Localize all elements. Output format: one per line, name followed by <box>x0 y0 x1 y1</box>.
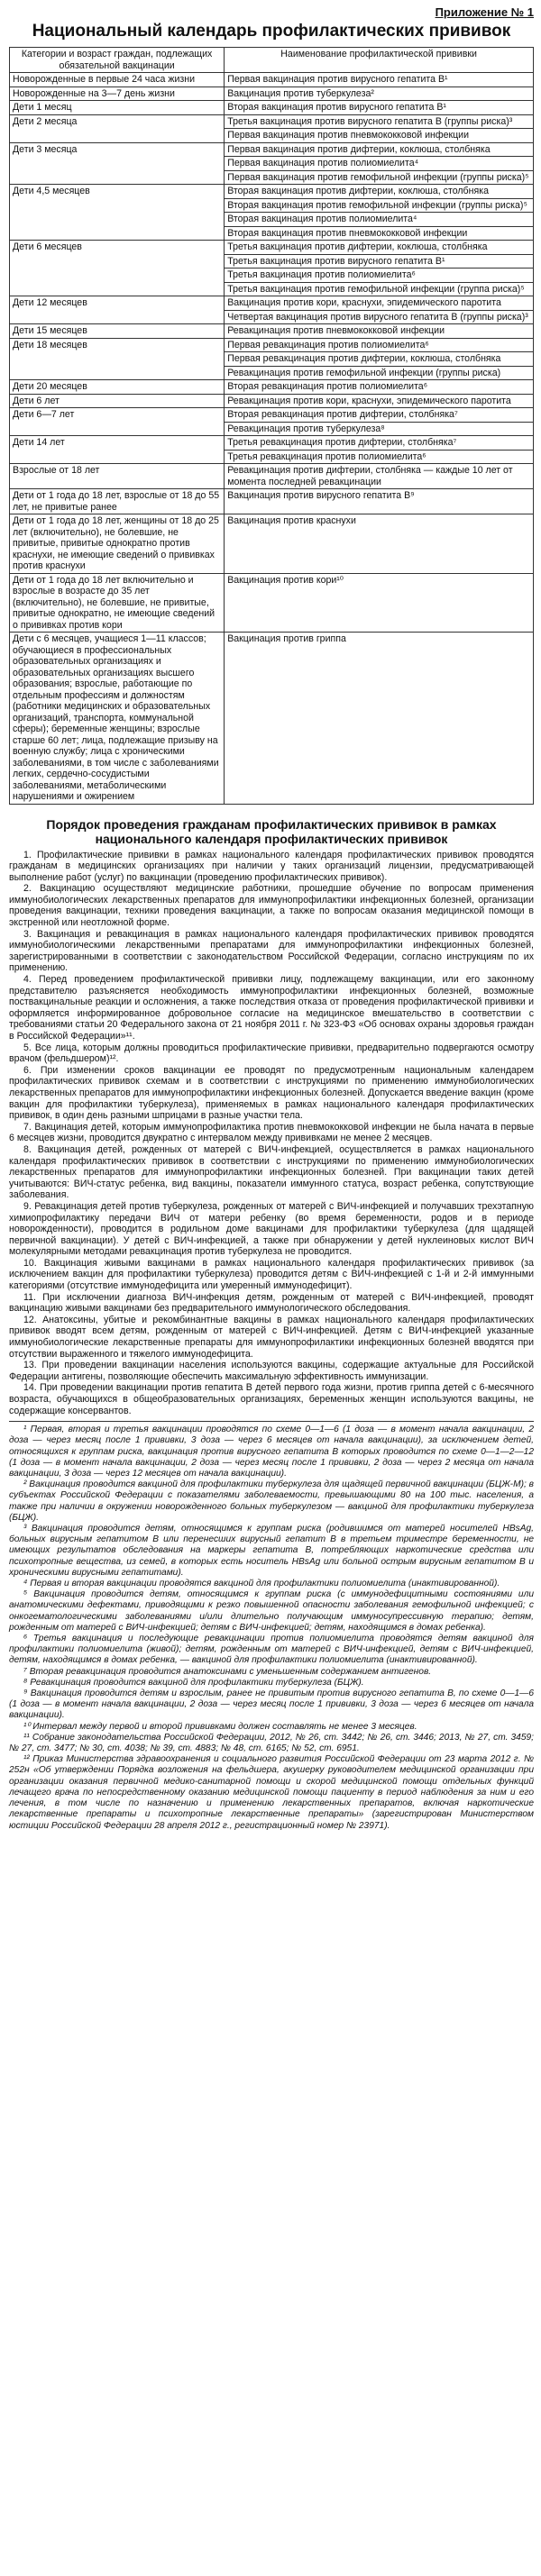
vaccination-cell: Первая вакцинация против пневмококковой инфекции <box>225 129 534 143</box>
age-category-cell: Дети 4,5 месяцев <box>10 185 225 241</box>
footnote: ⁵ Вакцинация проводится детям, относящимся к группам риска (с иммунодефицитными состояниями или анатомическими дефектами, приводящими к резко повышенной опасности заболевания гемофильной инфекцией; с онкогематологическими заболеваниями и/или длительно получающим иммуносупрессивную терапию; детям, рожденным от матерей с ВИЧ-инфекцией; детям с ВИЧ-инфекцией; детям, находящимся в домах ребенка). <box>9 1589 534 1633</box>
table-row <box>10 573 534 633</box>
vaccination-cell: Третья ревакцинация против дифтерии, столбняка⁷ <box>225 436 534 451</box>
procedure-paragraph: 11. При исключении диагноза ВИЧ-инфекция детям, рожденным от матерей с ВИЧ-инфекцией, проводят вакцинацию живыми вакцинами без предварительного иммунологического обследования. <box>9 1291 534 1315</box>
footnote: ⁸ Ревакцинация проводится вакциной для профилактики туберкулеза (БЦЖ). <box>23 1677 364 1688</box>
procedure-paragraph: 7. Вакцинация детей, которым иммунопрофилактика против пневмококковой инфекции не была начата в первые 6 месяцев жизни, проводится двукратно с интервалом между прививками не менее 2 месяцев. <box>9 1121 534 1144</box>
age-category-cell: Дети с 6 месяцев, учащиеся 1—11 классов; обучающиеся в профессиональных образовательных организациях и образовательных организациях высшего образования; взрослые, работающие по отдельным профессиям и должностям (работники медицинских и образовательных организаций, транспорта, коммунальной сферы); беременные женщины; взрослые старше 60 лет; лица, подлежащие призыву на военную службу; лица с хроническими заболеваниями, в том числе с заболеваниями легких, сердечно-сосудистыми заболеваниями, метаболическими нарушениями и ожирением <box>10 633 225 805</box>
vaccination-cell: Третья вакцинация против полиомиелита⁶ <box>225 269 534 283</box>
vaccination-cell: Вторая ревакцинация против полиомиелита⁶ <box>225 380 534 395</box>
table-row <box>10 86 534 101</box>
age-category-cell: Дети 14 лет <box>10 436 225 464</box>
table-row <box>10 73 534 87</box>
table-row <box>10 114 534 129</box>
table-row <box>10 489 534 514</box>
vaccination-cell: Вакцинация против краснухи <box>225 514 534 574</box>
vaccination-cell: Вторая ревакцинация против дифтерии, столбняка⁷ <box>225 408 534 423</box>
vaccination-cell: Ревакцинация против пневмококковой инфекции <box>225 324 534 339</box>
procedure-paragraph: 3. Вакцинация и ревакцинация в рамках национального календаря профилактических прививок проводятся иммунобиологическими лекарственными препаратами для иммунопрофилактики инфекционных болезней, зарегистрированными в соответствии с законодательством Российской Федерации, согласно инструкциям по их применению. <box>9 928 534 974</box>
vaccination-cell: Вторая вакцинация против дифтерии, коклюша, столбняка <box>225 185 534 199</box>
table-row <box>10 514 534 574</box>
table-row <box>10 436 534 451</box>
vaccination-cell: Вторая вакцинация против вирусного гепатита В¹ <box>225 101 534 115</box>
vaccination-cell: Первая вакцинация против гемофильной инфекции (группы риска)⁵ <box>225 170 534 185</box>
column-header-vaccination: Наименование профилактической прививки <box>225 48 534 73</box>
footnote: ⁹ Вакцинация проводится детям и взрослым, ранее не привитым против вирусного гепатита В, по схеме 0—1—6 (1 доза — в момент начала вакцинации, 2 доза — через месяц после 1 прививки, 3 доза — через 6 месяцев от начала вакцинации). <box>9 1689 534 1721</box>
procedure-paragraphs <box>9 850 534 1417</box>
table-row <box>10 296 534 311</box>
vaccination-cell: Первая ревакцинация против полиомиелита⁶ <box>225 338 534 352</box>
age-category-cell: Дети от 1 года до 18 лет, взрослые от 18 до 55 лет, не привитые ранее <box>10 489 225 514</box>
vaccination-cell: Вакцинация против туберкулеза² <box>225 86 534 101</box>
procedure-paragraph: 5. Все лица, которым должны проводиться профилактические прививки, предварительно подвергаются осмотру врачом (фельдшером)¹². <box>9 1042 534 1065</box>
vaccination-cell: Третья вакцинация против вирусного гепатита В¹ <box>225 254 534 269</box>
age-category-cell: Дети от 1 года до 18 лет включительно и взрослые в возрасте до 35 лет (включительно), не болевшие, не привитые, привитые однократно, не имеющие сведений о прививках против кори <box>10 573 225 633</box>
age-category-cell: Новорожденные в первые 24 часа жизни <box>10 73 225 87</box>
table-row <box>10 101 534 115</box>
age-category-cell: Дети от 1 года до 18 лет, женщины от 18 до 25 лет (включительно), не болевшие, не привитые, привитые однократно против краснухи, не имеющие сведений о прививках против краснухи <box>10 514 225 574</box>
vaccination-cell: Четвертая вакцинация против вирусного гепатита В (группы риска)³ <box>225 310 534 324</box>
footnote: ⁴ Первая и вторая вакцинации проводятся вакциной для профилактики полиомиелита (инактивированной). <box>23 1579 500 1589</box>
vaccination-cell: Ревакцинация против гемофильной инфекции (группы риска) <box>225 366 534 380</box>
procedure-paragraph: 2. Вакцинацию осуществляют медицинские работники, прошедшие обучение по вопросам применения иммунобиологических лекарственных препаратов для иммунопрофилактики инфекционных болезней, организации проведения вакцинации, техники проведения вакцинации, а также по вопросам оказания медицинской помощи в экстренной или неотложной форме. <box>9 883 534 929</box>
vaccination-cell: Ревакцинация против кори, краснухи, эпидемического паротита <box>225 394 534 408</box>
footnote: ⁶ Третья вакцинация и последующие ревакцинации против полиомиелита проводятся детям вакциной для профилактики полиомиелита (живой); детям, рожденным от матерей с ВИЧ-инфекцией, детям с ВИЧ-инфекцией, детям, находящимся в домах ребенка, — вакциной для профилактики полиомиелита (инактивированной). <box>9 1634 534 1666</box>
section-title: Порядок проведения гражданам профилактических прививок в рамках национального календаря профилактических прививок <box>46 816 497 846</box>
footnotes-divider <box>9 1421 534 1422</box>
vaccination-cell: Третья вакцинация против вирусного гепатита В (группы риска)³ <box>225 114 534 129</box>
vaccination-cell: Вакцинация против гриппа <box>225 633 534 805</box>
age-category-cell: Новорожденные на 3—7 день жизни <box>10 86 225 101</box>
vaccination-cell: Первая вакцинация против дифтерии, коклюша, столбняка <box>225 142 534 157</box>
table-row <box>10 464 534 489</box>
age-category-cell: Дети 1 месяц <box>10 101 225 115</box>
table-header-row <box>10 48 534 73</box>
procedure-paragraph: 8. Вакцинация детей, рожденных от матерей с ВИЧ-инфекцией, осуществляется в рамках национального календаря профилактических прививок в соответствии с инструкциями по применению иммунобиологических лекарственных препаратов для иммунопрофилактики инфекционных болезней. При вакцинации таких детей учитываются: ВИЧ-статус ребенка, вид вакцины, показатели иммунного статуса, возраст ребенка, сопутствующие заболевания. <box>9 1143 534 1201</box>
vaccination-cell: Первая вакцинация против вирусного гепатита В¹ <box>225 73 534 87</box>
page-title: Национальный календарь профилактических прививок <box>32 22 511 41</box>
procedure-paragraph: 10. Вакцинация живыми вакцинами в рамках национального календаря профилактических прививок (за исключением вакцин для профилактики туберкулеза) проводится детям с ВИЧ-инфекцией с 1-й и 2-й иммунными категориями (отсутствие иммунодефицита или умеренный иммунодефицит). <box>9 1257 534 1292</box>
age-category-cell: Дети 6 месяцев <box>10 241 225 296</box>
table-body <box>10 73 534 805</box>
footnote: ¹¹ Собрание законодательства Российской Федерации, 2012, № 26, ст. 3442; № 26, ст. 3446; 2013, № 27, ст. 3459; № 27, ст. 3477; № 30, ст. 4038; № 39, ст. 4883; № 48, ст. 6165; № 52, ст. 6951. <box>9 1732 534 1754</box>
age-category-cell: Дети 12 месяцев <box>10 296 225 324</box>
vaccination-cell: Ревакцинация против туберкулеза⁸ <box>225 422 534 436</box>
procedure-paragraph: 6. При изменении сроков вакцинации ее проводят по предусмотренным национальным календарем профилактических прививок схемам и в соответствии с инструкциями по применению иммунобиологических лекарственных препаратов для иммунопрофилактики инфекционных болезней. Допускается введение вакцин (кроме вакцин для профилактики туберкулеза), применяемых в рамках национального календаря профилактических прививок, в один день разными шприцами в разные участки тела. <box>9 1064 534 1122</box>
vaccination-cell: Вторая вакцинация против полиомиелита⁴ <box>225 213 534 227</box>
table-row <box>10 338 534 352</box>
age-category-cell: Дети 6 лет <box>10 394 225 408</box>
vaccination-cell: Вакцинация против кори¹⁰ <box>225 573 534 633</box>
age-category-cell: Дети 6—7 лет <box>10 408 225 436</box>
vaccination-cell: Вторая вакцинация против пневмококковой инфекции <box>225 226 534 241</box>
table-row <box>10 185 534 199</box>
table-row <box>10 142 534 157</box>
footnotes <box>9 1425 534 1832</box>
age-category-cell: Дети 2 месяца <box>10 114 225 142</box>
procedure-paragraph: 12. Анатоксины, убитые и рекомбинантные вакцины в рамках национального календаря профилактических прививок вводят всем детям, рожденным от матерей с ВИЧ-инфекцией. Детям с ВИЧ-инфекцией указанные иммунобиологические лекарственные препараты для иммунопрофилактики инфекционных болезней вводятся при отсутствии выраженного и тяжелого иммунодефицита. <box>9 1314 534 1360</box>
footnote: ³ Вакцинация проводится детям, относящимся к группам риска (родившимся от матерей носителей HBsAg, больных вирусным гепатитом В или перенесших вирусный гепатит В в третьем триместре беременности, не имеющих результатов обследования на маркеры гепатита В, потребляющих наркотические средства или психотропные вещества, из семей, в которых есть носитель HBsAg или больной острым вирусным гепатитом В и хроническими вирусными гепатитами). <box>9 1524 534 1578</box>
procedure-paragraph: 13. При проведении вакцинации населения используются вакцины, содержащие актуальные для Российской Федерации антигены, позволяющие обеспечить максимальную эффективность иммунизации. <box>9 1360 534 1382</box>
procedure-paragraph: 4. Перед проведением профилактической прививки лицу, подлежащему вакцинации, или его законному представителю разъясняется необходимость иммунопрофилактики инфекционных болезней, возможные поствакцинальные реакции и осложнения, а также последствия отказа от проведения профилактической прививки и оформляется информированное добровольное согласие на медицинское вмешательство в соответствии с требованиями статьи 20 Федерального закона от 21 ноября 2011 г. № 323-ФЗ «Об основах охраны здоровья граждан в Российской Федерации»¹¹. <box>9 974 534 1042</box>
footnote: ¹ Первая, вторая и третья вакцинации проводятся по схеме 0—1—6 (1 доза — в момент начала вакцинации, 2 доза — через месяц после 1 прививки, 3 доза — через 6 месяцев от начала вакцинации), за исключением детей, относящихся к группам риска, вакцинация против вирусного гепатита В которых проводится по схеме 0—1—2—12 (1 доза — в момент начала вакцинации, 2 доза — через месяц после 1 прививки, 2 доза — через 2 месяца от начала вакцинации, 3 доза — через 12 месяцев от начала вакцинации). <box>9 1425 534 1479</box>
age-category-cell: Дети 3 месяца <box>10 142 225 185</box>
vaccination-cell: Третья вакцинация против гемофильной инфекции (группа риска)⁵ <box>225 282 534 296</box>
vaccination-cell: Вторая вакцинация против гемофильной инфекции (группы риска)⁵ <box>225 198 534 213</box>
procedure-paragraph: 14. При проведении вакцинации против гепатита В детей первого года жизни, против гриппа детей с 6-месячного возраста, обучающихся в общеобразовательных организациях, беременных женщин используются вакцины, не содержащие консервантов. <box>9 1382 534 1416</box>
age-category-cell: Дети 15 месяцев <box>10 324 225 339</box>
table-row <box>10 394 534 408</box>
footnote: ¹² Приказ Министерства здравоохранения и социального развития Российской Федерации от 23 марта 2012 г. № 252н «Об утверждении Порядка возложения на фельдшера, акушерку руководителем медицинской организации при организации оказания первичной медико-санитарной помощи и скорой медицинской помощи отдельных функций лечащего врача по непосредственному оказанию медицинской помощи пациенту в период наблюдения за ним и его лечения, в том числе по назначению и применению лекарственных препаратов, включая наркотические лекарственные препараты и психотропные лекарственные препараты» (зарегистрирован Министерством юстиции Российской Федерации 28 апреля 2012 г., регистрационный номер № 23971). <box>9 1754 534 1831</box>
age-category-cell: Дети 18 месяцев <box>10 338 225 380</box>
vaccination-cell: Третья ревакцинация против полиомиелита⁶ <box>225 450 534 464</box>
vaccination-calendar-table <box>9 47 534 805</box>
table-row <box>10 380 534 395</box>
footnote: ⁷ Вторая ревакцинация проводится анатоксинами с уменьшенным содержанием антигенов. <box>23 1666 432 1677</box>
vaccination-cell: Вакцинация против вирусного гепатита В⁹ <box>225 489 534 514</box>
vaccination-cell: Третья вакцинация против дифтерии, коклюша, столбняка <box>225 241 534 255</box>
table-row <box>10 241 534 255</box>
column-header-category: Категории и возраст граждан, подлежащих обязательной вакцинации <box>10 48 225 73</box>
procedure-paragraph: 9. Ревакцинация детей против туберкулеза, рожденных от матерей с ВИЧ-инфекцией и получавших трехэтапную химиопрофилактику передачи ВИЧ от матери ребенку (во время беременности, родов и в периоде новорожденности), проводится в родильном доме вакцинами для профилактики туберкулеза (для щадящей первичной вакцинации). У детей с ВИЧ-инфекцией, а также при обнаружении у детей нуклеиновых кислот ВИЧ молекулярными методами ревакцинация против туберкулеза не проводится. <box>9 1200 534 1258</box>
procedure-paragraph: 1. Профилактические прививки в рамках национального календаря профилактических прививок проводятся гражданам в медицинских организациях при наличии у таких организаций лицензии, предусматривающей выполнение работ (услуг) по вакцинации (проведению профилактических прививок). <box>9 849 534 883</box>
appendix-label: Приложение № 1 <box>435 5 534 19</box>
table-row <box>10 633 534 805</box>
age-category-cell: Дети 20 месяцев <box>10 380 225 395</box>
age-category-cell: Взрослые от 18 лет <box>10 464 225 489</box>
footnote: ² Вакцинация проводится вакциной для профилактики туберкулеза для щадящей первичной вакцинации (БЦЖ-М); в субъектах Российской Федерации с показателями заболеваемости, превышающими 80 на 100 тыс. населения, а также при наличии в окружении новорожденного больных туберкулезом — вакциной для профилактики туберкулеза (БЦЖ). <box>9 1479 534 1523</box>
vaccination-cell: Ревакцинация против дифтерии, столбняка — каждые 10 лет от момента последней ревакцинации <box>225 464 534 489</box>
footnote: ¹⁰ Интервал между первой и второй прививками должен составлять не менее 3 месяцев. <box>23 1721 417 1732</box>
vaccination-cell: Первая ревакцинация против дифтерии, коклюша, столбняка <box>225 352 534 367</box>
table-row <box>10 408 534 423</box>
table-row <box>10 324 534 339</box>
vaccination-cell: Первая вакцинация против полиомиелита⁴ <box>225 157 534 171</box>
vaccination-cell: Вакцинация против кори, краснухи, эпидемического паротита <box>225 296 534 311</box>
